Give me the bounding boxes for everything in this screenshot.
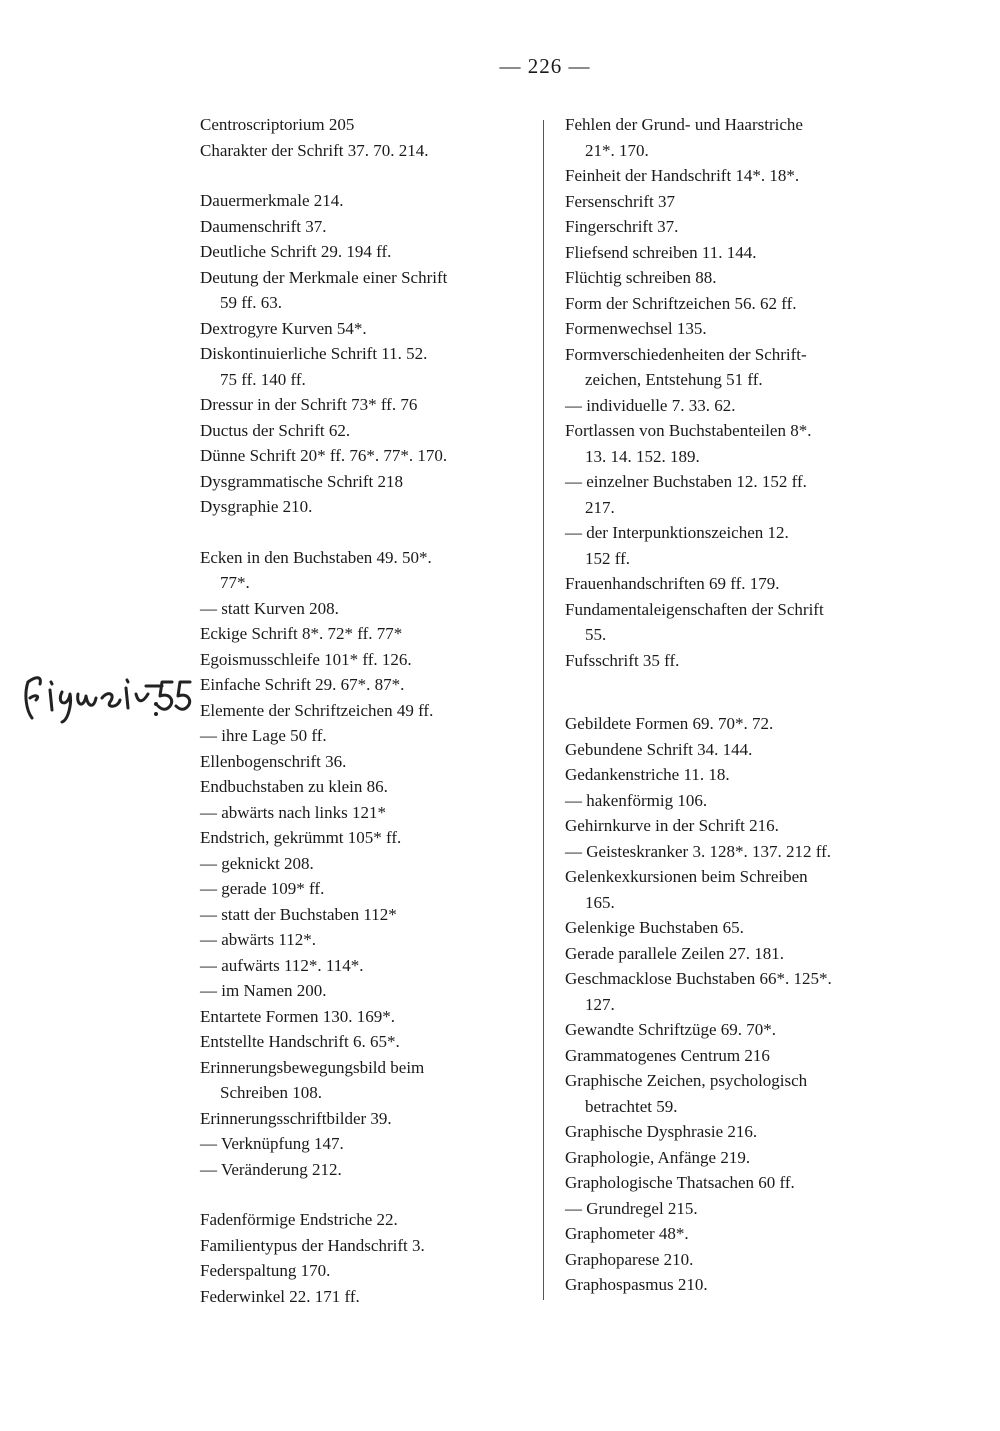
index-entry: Formenwechsel 135. xyxy=(565,319,707,338)
index-entry: — statt Kurven 208. xyxy=(200,598,339,618)
index-entry: Gewandte Schriftzüge 69. 70*. xyxy=(565,1020,777,1039)
index-entry-continuation: zeichen, Entstehung 51 ff. xyxy=(585,370,763,389)
index-entry: Dauermerkmale 214. xyxy=(200,191,344,210)
handwritten-note-icon xyxy=(22,664,192,724)
index-entry: Fortlassen von Buchstabenteilen 8*. xyxy=(565,421,812,440)
index-entry: Graphische Dysphrasie 216. xyxy=(565,1122,758,1141)
index-entry: — aufwärts 112*. 114*. xyxy=(200,955,364,975)
index-entry: Dressur in der Schrift 73* ff. 76 xyxy=(200,395,418,414)
index-entry: — abwärts 112*. xyxy=(200,930,316,949)
index-entry: — individuelle 7. 33. 62. xyxy=(565,395,736,415)
page-number: — 226 — xyxy=(499,54,591,78)
index-entry: Deutung der Merkmale einer Schrift xyxy=(200,267,448,287)
index-entry-continuation: 77*. xyxy=(220,573,250,592)
index-entry: Centroscriptorium 205 xyxy=(200,115,355,134)
index-entry: Geschmacklose Buchstaben 66*. 125*. xyxy=(565,969,832,988)
index-entry: Federwinkel 22. 171 ff. xyxy=(200,1286,360,1306)
index-entry: — im Namen 200. xyxy=(200,981,327,1000)
index-entry: Gelenkige Buchstaben 65. xyxy=(565,918,744,937)
index-entry: Form der Schriftzeichen 56. 62 ff. xyxy=(565,293,797,313)
index-entry: Daumenschrift 37. xyxy=(200,216,327,236)
index-entry: Ductus der Schrift 62. xyxy=(200,420,351,440)
index-entry: Familientypus der Handschrift 3. xyxy=(200,1235,425,1255)
index-entry: Fufsschrift 35 ff. xyxy=(565,650,680,670)
index-entry-continuation: betrachtet 59. xyxy=(585,1096,678,1116)
index-entry: — Verknüpfung 147. xyxy=(200,1134,344,1153)
index-entry: Gedankenstriche 11. 18. xyxy=(565,765,730,784)
index-column-left xyxy=(200,112,540,1309)
index-entry: Fundamentaleigenschaften der Schrift xyxy=(565,599,824,619)
index-entry: Fersenschrift 37 xyxy=(565,191,676,211)
index-entry: Feinheit der Handschrift 14*. 18*. xyxy=(565,166,800,185)
index-entry: Entstellte Handschrift 6. 65*. xyxy=(200,1032,400,1051)
index-entry-continuation: 165. xyxy=(585,892,615,912)
index-entry: Ecken in den Buchstaben 49. 50*. xyxy=(200,547,432,567)
index-entry: Graphoparese 210. xyxy=(565,1249,694,1269)
section-gap xyxy=(200,163,540,188)
index-entry: Deutliche Schrift 29. 194 ff. xyxy=(200,242,392,261)
index-entry: Graphometer 48*. xyxy=(565,1224,689,1243)
index-entry: — Geisteskranker 3. 128*. 137. 212 ff. xyxy=(565,841,831,861)
index-entry: Erinnerungsbewegungsbild beim xyxy=(200,1057,425,1077)
index-entry-continuation: 13. 14. 152. 189. xyxy=(585,446,700,466)
index-entry: Graphische Zeichen, psychologisch xyxy=(565,1071,808,1090)
index-entry: Diskontinuierliche Schrift 11. 52. xyxy=(200,344,428,363)
index-entry: Fliefsend schreiben 11. 144. xyxy=(565,242,757,262)
index-entry: Dysgraphie 210. xyxy=(200,497,313,516)
index-entry: Endbuchstaben zu klein 86. xyxy=(200,777,388,796)
index-column-right xyxy=(565,112,910,1298)
index-entry: — statt der Buchstaben 112* xyxy=(200,904,397,924)
index-entry: — hakenförmig 106. xyxy=(565,790,708,810)
index-entry-continuation: 59 ff. 63. xyxy=(220,293,283,312)
index-entry: Fingerschrift 37. xyxy=(565,217,679,236)
handwritten-annotation xyxy=(22,664,192,724)
index-entry: Gebildete Formen 69. 70*. 72. xyxy=(565,714,774,733)
index-entry: Gerade parallele Zeilen 27. 181. xyxy=(565,943,785,963)
index-entry: — ihre Lage 50 ff. xyxy=(200,726,327,745)
index-entry: Grammatogenes Centrum 216 xyxy=(565,1045,770,1065)
section-gap xyxy=(200,1182,540,1207)
index-entry: Ellenbogenschrift 36. xyxy=(200,751,347,771)
index-entry: Eckige Schrift 8*. 72* ff. 77* xyxy=(200,624,403,643)
index-entry: Dextrogyre Kurven 54*. xyxy=(200,318,367,338)
index-entry: Gehirnkurve in der Schrift 216. xyxy=(565,816,779,835)
index-entry: Graphospasmus 210. xyxy=(565,1275,708,1294)
index-entry: — gerade 109* ff. xyxy=(200,879,325,898)
index-entry: Einfache Schrift 29. 67*. 87*. xyxy=(200,675,405,694)
index-entry-continuation: 75 ff. 140 ff. xyxy=(220,369,306,389)
index-entry-continuation: Schreiben 108. xyxy=(220,1083,322,1102)
index-entry: — der Interpunktionszeichen 12. xyxy=(565,523,789,542)
section-gap xyxy=(565,673,910,711)
index-entry: Elemente der Schriftzeichen 49 ff. xyxy=(200,700,434,720)
index-entry: Fadenförmige Endstriche 22. xyxy=(200,1210,398,1229)
index-entry: Formverschiedenheiten der Schrift- xyxy=(565,344,807,364)
index-entry: Dysgrammatische Schrift 218 xyxy=(200,471,404,491)
index-entry: Fehlen der Grund- und Haarstriche xyxy=(565,115,803,134)
index-entry: Dünne Schrift 20* ff. 76*. 77*. 170. xyxy=(200,446,448,465)
index-entry: — abwärts nach links 121* xyxy=(200,802,387,822)
index-entry: — Veränderung 212. xyxy=(200,1159,342,1179)
index-entry: Entartete Formen 130. 169*. xyxy=(200,1006,395,1026)
index-entry-continuation: 152 ff. xyxy=(585,548,631,568)
section-gap xyxy=(200,520,540,545)
index-entry: — Grundregel 215. xyxy=(565,1198,698,1218)
index-entry: Graphologische Thatsachen 60 ff. xyxy=(565,1173,795,1192)
index-entry: Graphologie, Anfänge 219. xyxy=(565,1147,751,1167)
index-entry: Erinnerungsschriftbilder 39. xyxy=(200,1108,392,1128)
index-entry-continuation: 21*. 170. xyxy=(585,140,649,160)
index-entry: Charakter der Schrift 37. 70. 214. xyxy=(200,140,429,160)
index-entry: Gelenkexkursionen beim Schreiben xyxy=(565,867,808,886)
column-divider xyxy=(543,120,544,1300)
index-entry: — geknickt 208. xyxy=(200,853,314,873)
index-entry-continuation: 55. xyxy=(585,625,607,644)
index-entry: Federspaltung 170. xyxy=(200,1261,331,1280)
index-entry: — einzelner Buchstaben 12. 152 ff. xyxy=(565,472,807,491)
index-entry: Gebundene Schrift 34. 144. xyxy=(565,739,753,759)
index-entry: Frauenhandschriften 69 ff. 179. xyxy=(565,574,780,593)
index-entry-continuation: 217. xyxy=(585,497,615,517)
index-entry-continuation: 127. xyxy=(585,994,615,1014)
index-entry: Endstrich, gekrümmt 105* ff. xyxy=(200,828,402,847)
index-entry: Egoismusschleife 101* ff. 126. xyxy=(200,649,412,669)
index-entry: Flüchtig schreiben 88. xyxy=(565,268,717,287)
